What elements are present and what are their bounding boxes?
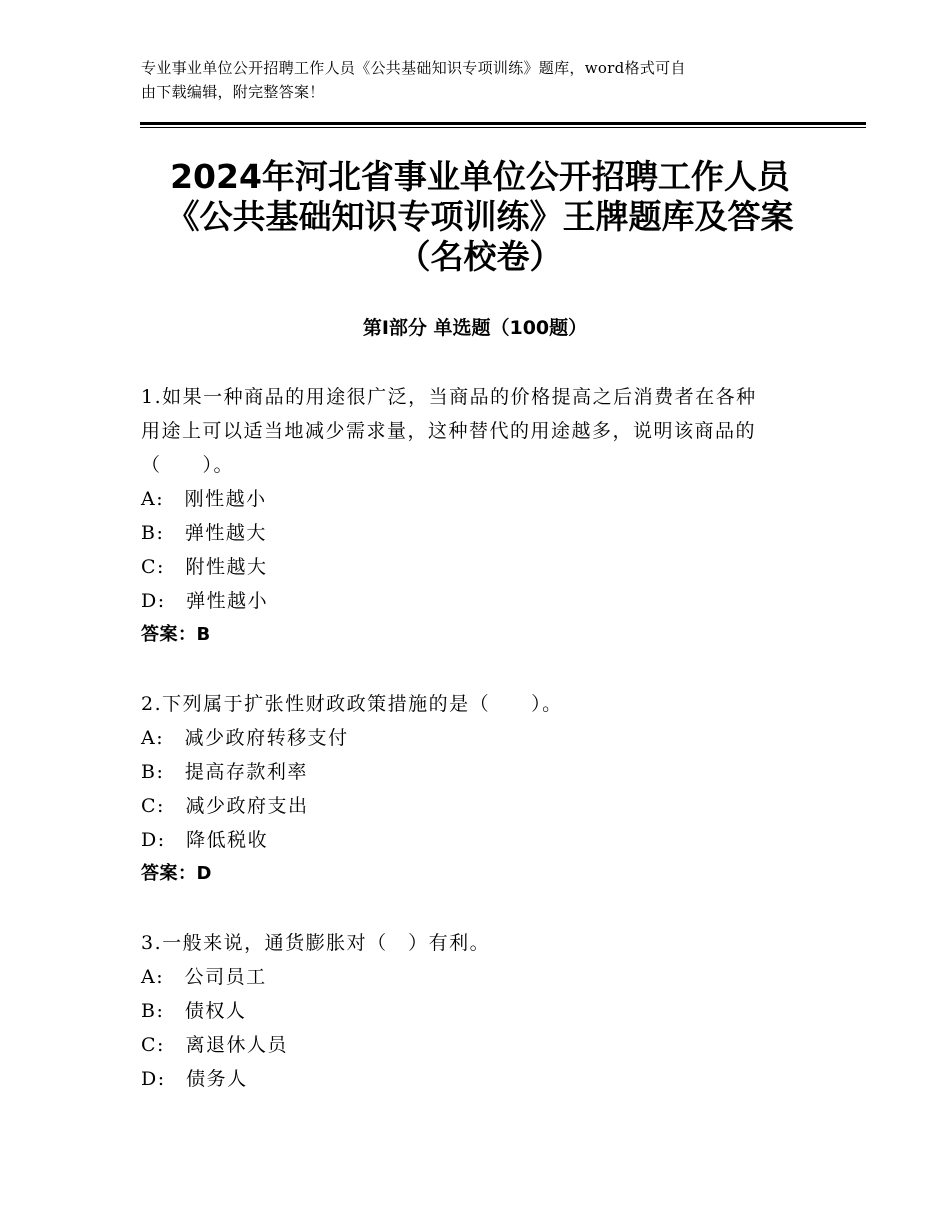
option-b: B: 债权人	[141, 1000, 247, 1022]
option-d: D: 债务人	[141, 1068, 248, 1090]
option-c: C: 减少政府支出	[141, 795, 309, 817]
question-item	[141, 380, 821, 652]
header-note-line: 专业事业单位公开招聘工作人员《公共基础知识专项训练》题库，word格式可自	[141, 59, 686, 77]
title-line: 《公共基础知识专项训练》王牌题库及答案	[166, 197, 794, 236]
document-title	[100, 157, 860, 277]
question-stem: 2.下列属于扩张性财政政策措施的是（ ）。	[141, 693, 563, 715]
header-divider-thick	[140, 122, 866, 125]
question-list	[141, 380, 821, 1131]
question-item	[141, 926, 821, 1096]
question-stem: 用途上可以适当地减少需求量，这种替代的用途越多，说明该商品的	[141, 420, 757, 442]
option-d: D: 弹性越小	[141, 590, 269, 612]
question-item	[141, 687, 821, 891]
title-line: 2024年河北省事业单位公开招聘工作人员	[170, 157, 790, 196]
option-b: B: 弹性越大	[141, 522, 267, 544]
question-stem: 1.如果一种商品的用途很广泛，当商品的价格提高之后消费者在各种	[141, 386, 757, 408]
question-stem: 3.一般来说，通货膨胀对（ ）有利。	[141, 932, 491, 954]
header-divider-thin	[140, 127, 866, 128]
option-a: A: 刚性越小	[141, 488, 267, 510]
question-stem: （ ）。	[141, 454, 235, 476]
option-c: C: 附性越大	[141, 556, 268, 578]
option-a: A: 减少政府转移支付	[141, 727, 349, 749]
option-d: D: 降低税收	[141, 829, 269, 851]
title-line: （名校卷）	[397, 237, 563, 276]
header-note-line: 由下载编辑，附完整答案！	[141, 83, 325, 101]
answer-label: 答案：D	[141, 863, 212, 884]
header-note	[141, 56, 811, 104]
section-title: 第Ⅰ部分 单选题（100题）	[362, 317, 588, 339]
option-c: C: 离退休人员	[141, 1034, 288, 1056]
option-a: A: 公司员工	[141, 966, 267, 988]
answer-label: 答案：B	[141, 624, 211, 645]
option-b: B: 提高存款利率	[141, 761, 308, 783]
